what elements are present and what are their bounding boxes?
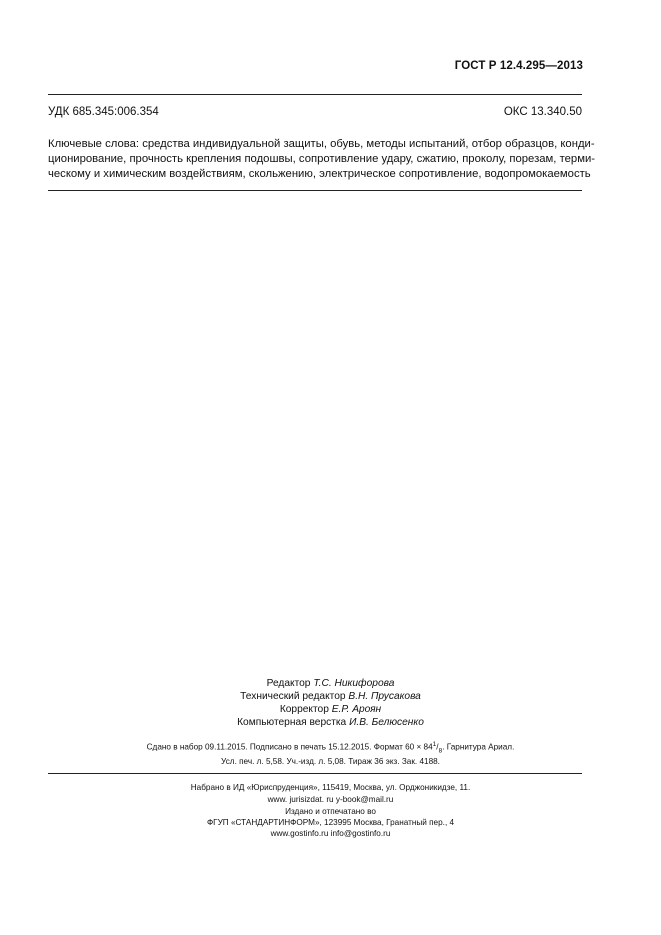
format-numerator: 1 — [432, 741, 437, 748]
keywords-line: ческому и химическим воздействиям, скольжению, электрическое сопротивление, водопромокаемость — [48, 168, 591, 181]
keywords-line: ционирование, прочность крепления подошвы, сопротивление удару, сжатию, проколу, порезам, терми- — [48, 153, 596, 166]
corrector-name: Е.Р. Ароян — [331, 704, 382, 715]
typeset-line: Набрано в ИД «Юриспруденция», 115419, Москва, ул. Орджоникидзе, 11. — [190, 783, 471, 792]
keywords-paragraph — [48, 137, 596, 183]
print-dates-line — [0, 741, 661, 754]
udk-code: УДК 685.345:006.354 — [48, 106, 159, 118]
sheets-line: Усл. печ. л. 5,58. Уч.-изд. л. 5,08. Тираж 36 экз. Зак. 4188. — [221, 757, 440, 766]
standard-designation: ГОСТ Р 12.4.295—2013 — [454, 60, 583, 72]
tech-editor-role: Технический редактор — [240, 691, 346, 702]
format-denominator: 8 — [438, 747, 443, 755]
editor-credit — [0, 677, 661, 690]
imprint-divider — [48, 773, 582, 774]
layout-credit — [0, 716, 661, 729]
oks-code: ОКС 13.340.50 — [503, 106, 582, 118]
layout-role: Компьютерная верстка — [237, 717, 347, 728]
print-dates-text: Сдано в набор 09.11.2015. Подписано в печать 15.12.2015. Формат 60 × 84 — [146, 742, 433, 752]
tech-editor-name: В.Н. Прусакова — [348, 691, 421, 702]
credits-block — [0, 677, 661, 729]
keywords-line: Ключевые слова: средства индивидуальной защиты, обувь, методы испытаний, отбор образцов, конди- — [48, 138, 595, 150]
editor-role: Редактор — [266, 678, 311, 689]
published-line: Издано и отпечатано во — [285, 807, 376, 816]
corrector-role: Корректор — [279, 704, 329, 715]
publisher-line: ФГУП «СТАНДАРТИНФОРМ», 123995 Москва, Гранатный пер., 4 — [206, 818, 455, 827]
editor-name: Т.С. Никифорова — [313, 678, 395, 689]
layout-name: И.В. Белюсенко — [349, 717, 424, 728]
corrector-credit — [0, 703, 661, 716]
format-slash: / — [436, 742, 439, 752]
tech-editor-credit — [0, 690, 661, 703]
font-info-text: . Гарнитура Ариал. — [442, 742, 515, 752]
keywords-divider — [48, 190, 582, 191]
typeset-contacts: www. jurisizdat. ru y-book@mail.ru — [267, 795, 394, 804]
publisher-contacts: www.gostinfo.ru info@gostinfo.ru — [270, 829, 391, 838]
top-divider — [48, 94, 582, 95]
